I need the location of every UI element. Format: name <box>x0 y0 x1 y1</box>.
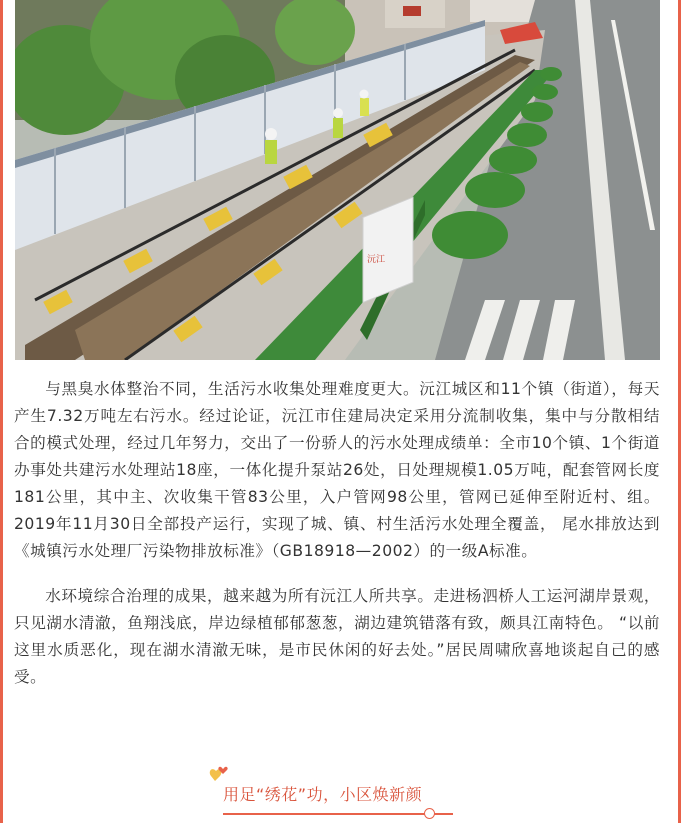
section-heading <box>205 766 475 823</box>
heading-underline <box>223 813 453 815</box>
article-body <box>14 376 660 709</box>
sign-text: 沅江 <box>367 255 386 265</box>
heading-ring-icon <box>424 808 435 819</box>
article-paragraph-2: 水环境综合治理的成果，越来越为所有沅江人所共享。走进杨泗桥人工运河湖岸景观，只见湖水清澈，鱼翔浅底，岸边绿植郁郁葱葱，湖边建筑错落有致，颇具江南特色。 “以前这里水质恶化，现在湖水清澈无味，是市民休闲的好去处。”居民周啸欣喜地谈起自己的感受。 <box>14 587 660 686</box>
page-frame-left <box>0 0 3 823</box>
construction-photo <box>15 0 660 360</box>
section-heading-text: 用足“绣花”功，小区焕新颜 <box>223 785 423 804</box>
article-paragraph-1: 与黑臭水体整治不同，生活污水收集处理难度更大。沅江城区和11个镇（街道），每天产生7.32万吨左右污水。经过论证，沅江市住建局决定采用分流制收集，集中与分散相结合的模式处理，经过几年努力，交出了一份骄人的污水处理成绩单：全市10个镇、1个街道办事处共建污水处理站18座，一体化提升泵站26处，日处理规模1.05万吨，配套管网长度181公里，其中主、次收集干管83公里，入户管网98公里，管网已延伸至附近村、组。2019年11月30日全部投产运行，实现了城、镇、村生活污水处理全覆盖， 尾水排放达到《城镇污水处理厂污染物排放标准》（GB18918—2002）的一级A标准。 <box>14 380 660 560</box>
